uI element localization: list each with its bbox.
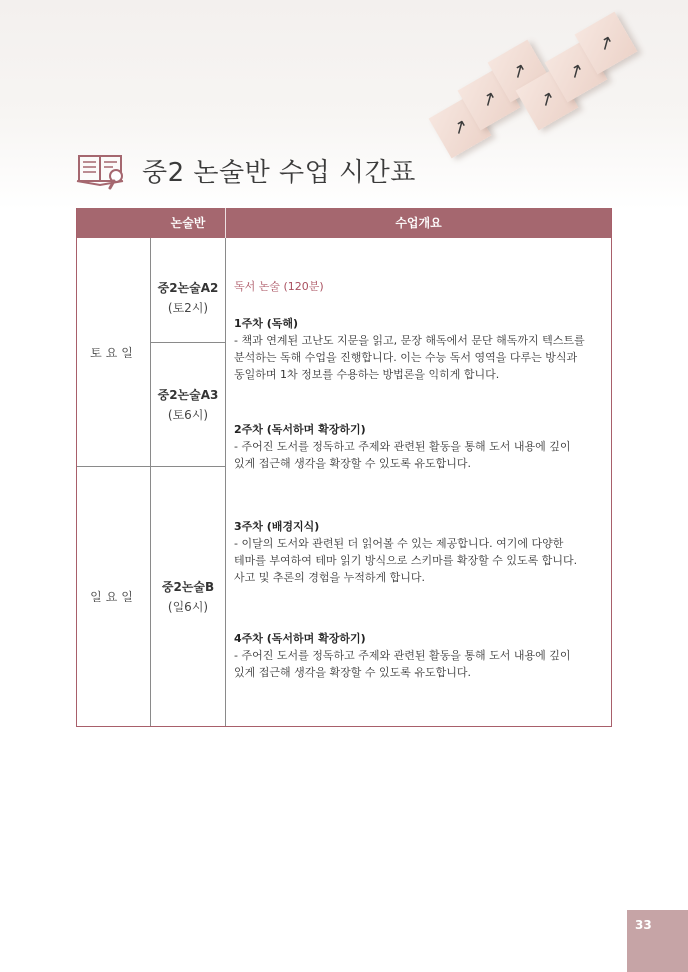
day-cell-sunday — [77, 467, 150, 726]
class-time: (토6시) — [167, 408, 209, 422]
arrow-up-right-icon: ↗ — [477, 86, 501, 112]
page-number-tab — [627, 910, 688, 972]
header-overview: 수업개요 — [395, 216, 442, 230]
week-block — [234, 630, 606, 681]
week-block — [234, 518, 606, 586]
week-description: - 주어진 도서를 정독하고 주제와 관련된 활동을 통해 도서 내용에 깊이 있게 접근해 생각을 확장할 수 있도록 유도합니다. — [234, 649, 571, 679]
class-name: 중2논술B — [161, 580, 215, 594]
week-block — [234, 421, 606, 472]
class-time: (토2시) — [167, 300, 209, 315]
table-header — [77, 208, 611, 238]
week-title: 2주차 (독서하며 확장하기) — [234, 423, 366, 436]
section-title: 독서 논술 (120분) — [234, 280, 324, 293]
class-name: 중2논술A2 — [157, 280, 219, 295]
column-divider — [225, 238, 226, 726]
title-row — [76, 150, 416, 190]
header-class: 논술반 — [170, 216, 206, 230]
week-description: - 주어진 도서를 정독하고 주제와 관련된 활동을 통해 도서 내용에 깊이 있게 접근해 생각을 확장할 수 있도록 유도합니다. — [234, 440, 571, 470]
week-title: 3주차 (배경지식) — [234, 520, 320, 533]
book-search-icon — [76, 150, 128, 190]
overview-content — [234, 278, 606, 681]
class-cell — [151, 343, 225, 466]
week-description: - 책과 연계된 고난도 지문을 읽고, 문장 해독에서 문단 해독까지 텍스트를 분석하는 독해 수업을 진행합니다. 이는 수능 독서 영역을 다루는 방식과 동일하며 1차 정보를 수용하는 방법론을 익히게 합니다. — [234, 334, 585, 381]
page-title: 중2 논술반 수업 시간표 — [142, 157, 416, 188]
class-time: (일6시) — [167, 600, 209, 614]
schedule-table — [76, 208, 612, 727]
class-cell — [151, 467, 225, 726]
week-block — [234, 315, 606, 383]
arrow-up-right-icon: ↗ — [507, 58, 531, 84]
week-title: 4주차 (독서하며 확장하기) — [234, 632, 366, 645]
arrow-up-right-icon: ↗ — [564, 58, 588, 84]
class-cell — [151, 238, 225, 342]
day-label: 일요일 — [90, 590, 137, 604]
class-name: 중2논술A3 — [157, 388, 219, 402]
arrow-up-right-icon: ↗ — [535, 86, 559, 112]
week-description: - 이달의 도서와 관련된 더 읽어볼 수 있는 제공합니다. 여기에 다양한 테마를 부여하여 테마 읽기 방식으로 스키마를 확장할 수 있도록 합니다. 사고 및 추론의 경험을 누적하게 합니다. — [234, 537, 578, 584]
day-label: 토요일 — [90, 345, 137, 360]
week-title: 1주차 (독해) — [234, 317, 299, 330]
arrow-up-right-icon: ↗ — [448, 114, 472, 140]
page-number: 33 — [635, 918, 652, 932]
day-cell-saturday — [77, 238, 150, 466]
arrow-up-right-icon: ↗ — [594, 30, 618, 56]
